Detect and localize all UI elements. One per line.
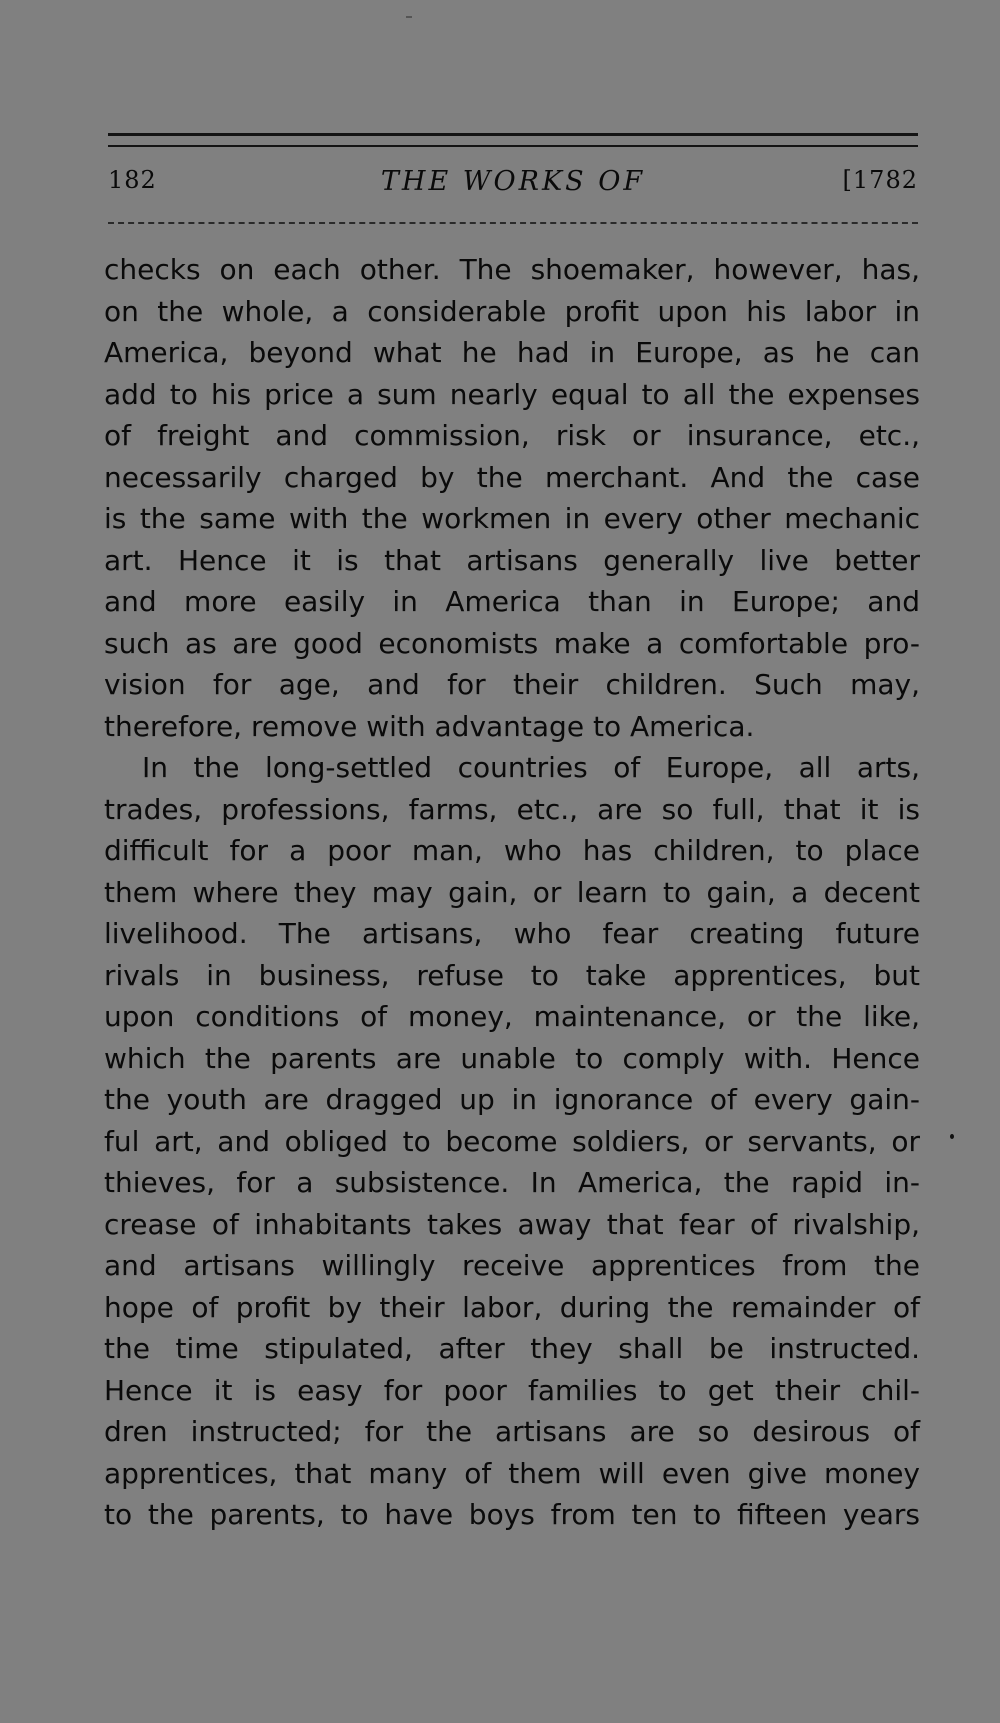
text-line: Hence it is easy for poor families to get their chil- bbox=[104, 1373, 920, 1407]
text-line: which the parents are unable to comply with. Hence bbox=[104, 1041, 920, 1075]
text-line: ful art, and obliged to become soldiers, or servants, or bbox=[104, 1124, 920, 1158]
paragraph-start-line: In the long-settled countries of Europe, all arts, bbox=[142, 751, 920, 784]
text-line: dren instructed; for the artisans are so desirous of bbox=[104, 1415, 920, 1448]
text-line: and more easily in America than in Europe; and bbox=[104, 585, 920, 618]
text-line: add to his price a sum nearly equal to all the expenses bbox=[104, 377, 920, 411]
text-line: America, beyond what he had in Europe, as he can bbox=[104, 336, 920, 369]
text-line: checks on each other. The shoemaker, however, has, bbox=[104, 253, 920, 286]
scan-speck bbox=[950, 1134, 954, 1139]
running-year: [1782 bbox=[842, 166, 918, 194]
text-line: trades, professions, farms, etc., are so full, that it is bbox=[104, 792, 920, 826]
paragraph-end-line: therefore, remove with advantage to America. bbox=[104, 709, 755, 743]
head-rule bbox=[108, 222, 918, 224]
text-line: is the same with the workmen in every other mechanic bbox=[104, 502, 920, 535]
text-line: rivals in business, refuse to take apprentices, but bbox=[104, 958, 920, 992]
text-line: the time stipulated, after they shall be instructed. bbox=[104, 1332, 920, 1365]
text-line: thieves, for a subsistence. In America, the rapid in- bbox=[104, 1166, 920, 1199]
text-line: and artisans willingly receive apprentices from the bbox=[104, 1249, 920, 1282]
running-head bbox=[108, 166, 918, 206]
text-line: upon conditions of money, maintenance, or the like, bbox=[104, 1000, 920, 1033]
running-title: THE WORKS OF bbox=[380, 166, 646, 197]
page-number: 182 bbox=[108, 166, 157, 194]
top-rule-thick bbox=[108, 133, 918, 136]
text-line: apprentices, that many of them will even give money bbox=[104, 1456, 920, 1490]
text-line: on the whole, a considerable profit upon his labor in bbox=[104, 294, 920, 328]
text-line: art. Hence it is that artisans generally live better bbox=[104, 543, 920, 577]
top-rule-thin bbox=[108, 145, 918, 147]
text-line: such as are good economists make a comfortable pro- bbox=[104, 626, 920, 660]
text-line: necessarily charged by the merchant. And the case bbox=[104, 460, 920, 494]
body-text bbox=[104, 249, 920, 1536]
text-line: difficult for a poor man, who has children, to place bbox=[104, 834, 920, 867]
text-line: of freight and commission, risk or insurance, etc., bbox=[104, 419, 920, 452]
text-line: the youth are dragged up in ignorance of every gain- bbox=[104, 1083, 920, 1116]
text-line: to the parents, to have boys from ten to fifteen years bbox=[104, 1498, 920, 1531]
text-line: livelihood. The artisans, who fear creating future bbox=[104, 917, 920, 950]
text-line: hope of profit by their labor, during the remainder of bbox=[104, 1290, 920, 1324]
text-line: vision for age, and for their children. Such may, bbox=[104, 668, 920, 701]
text-line: crease of inhabitants takes away that fear of rivalship, bbox=[104, 1207, 920, 1241]
text-line: them where they may gain, or learn to gain, a decent bbox=[104, 875, 920, 909]
scan-speck bbox=[406, 16, 412, 18]
